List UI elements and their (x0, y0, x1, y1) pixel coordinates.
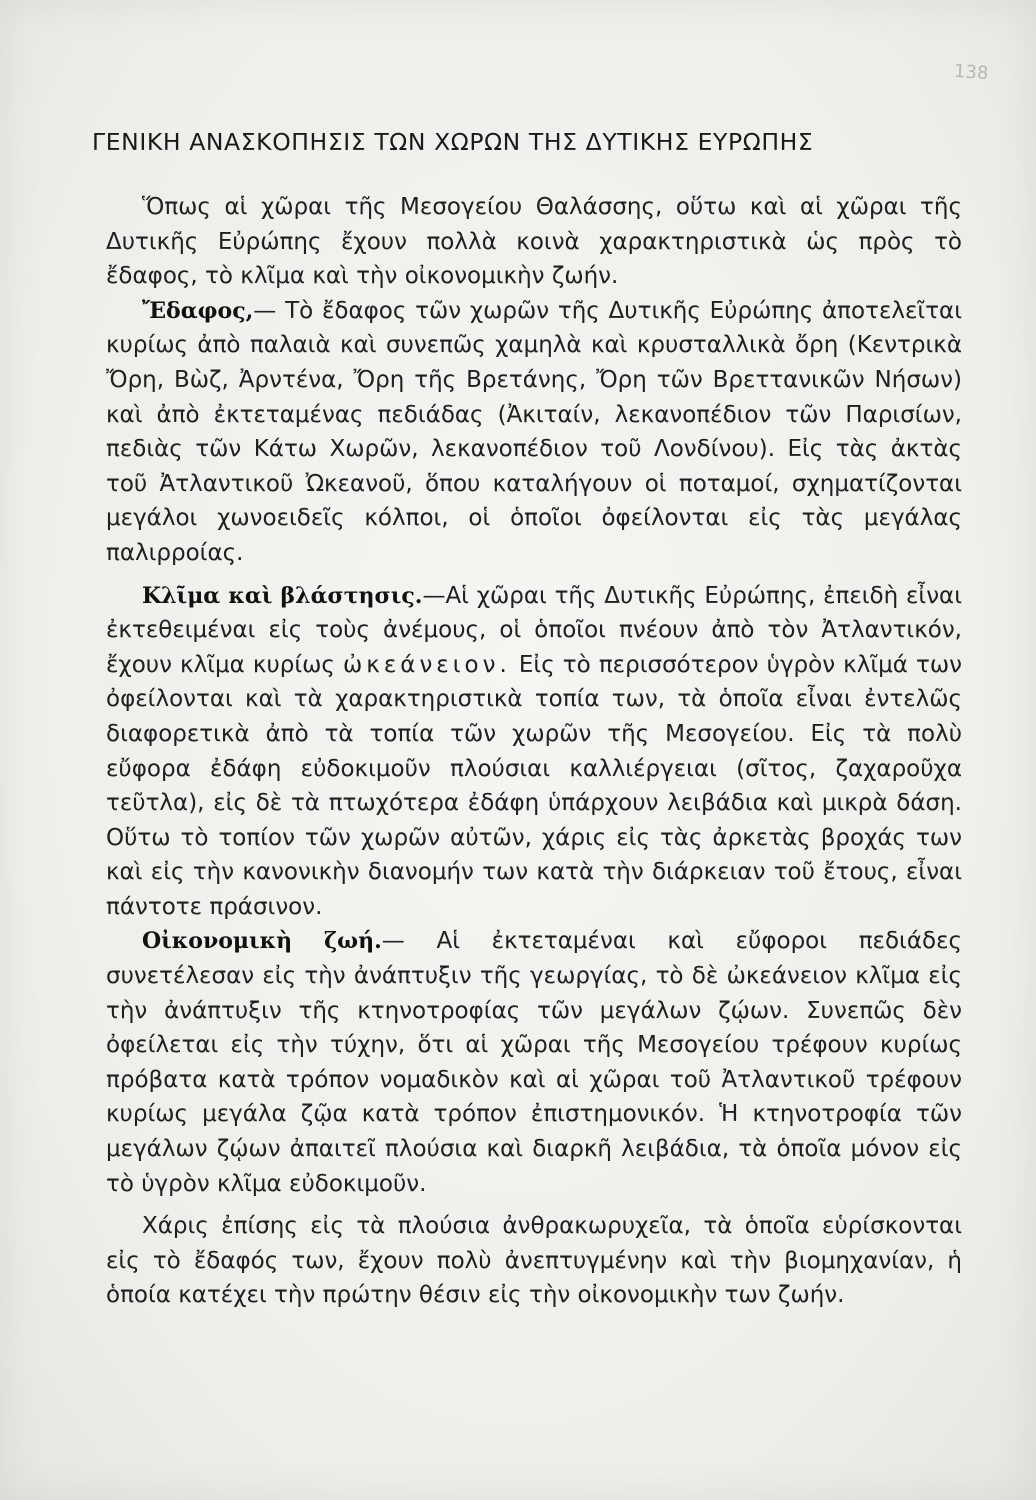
section-heading-terrain: Ἔδαφος, (142, 297, 254, 324)
section-text-climate-after: Εἰς τὸ περισσότερον ὑγρὸν κλῖμά των ὀφείλονται καὶ τὰ χαρακτηριστικὰ τοπία των, τὰ ὁποῖα εἶναι ἐντελῶς διαφορετικὰ ἀπὸ τὰ τοπία τῶν χωρῶν τῆς Μεσογείου. Εἰς τὰ πολὺ εὔφορα ἐδάφη εὐδοκιμοῦν πλούσιαι καλλιέργειαι (σῖτος, ζαχαροῦχα τεῦτλα), εἰς δὲ τὰ πτωχότερα ἐδάφη ὑπάρχουν λειβάδια καὶ μικρὰ δάση. Οὕτω τὸ τοπίον τῶν χωρῶν αὐτῶν, χάρις εἰς τὰς ἀρκετὰς βροχάς των καὶ εἰς τὴν κανονικὴν διανομήν των κατὰ τὴν διάρκειαν τοῦ ἔτους, εἶναι πάντοτε πράσινον. (106, 651, 962, 920)
section-climate (106, 579, 962, 925)
section-text-climate-before: —Αἱ χῶραι τῆς Δυτικῆς Εὐρώπης, ἐπειδὴ εἶναι ἐκτεθειμέναι εἰς τοὺς ἀνέμους, οἱ ὁποῖοι πνέουν ἀπὸ τὸν Ἀτλαντικόν, ἔχουν κλῖμα κυρίως (106, 582, 962, 678)
section-heading-economy: Οἰκονομικὴ ζωή. (142, 928, 382, 955)
page-number: 138 (952, 60, 989, 85)
section-text-climate-emphasis: ὠκεάνειον. (343, 651, 511, 678)
page-body (106, 190, 962, 1313)
section-terrain (106, 294, 962, 571)
closing-paragraph: Χάρις ἐπίσης εἰς τὰ πλούσια ἀνθρακωρυχεῖα, τὰ ὁποῖα εὑρίσκονται εἰς τὸ ἔδαφός των, ἔχουν πολὺ ἀνεπτυγμένην καὶ τὴν βιομηχανίαν, ἡ ὁποία κατέχει τὴν πρώτην θέσιν εἰς τὴν οἰκονομικὴν των ζωήν. (106, 1213, 962, 1309)
section-text-economy: — Αἱ ἐκτεταμέναι καὶ εὔφοροι πεδιάδες συνετέλεσαν εἰς τὴν ἀνάπτυξιν τῆς γεωργίας, τὸ δὲ ὠκεάνειον κλῖμα εἰς τὴν ἀνάπτυξιν τῆς κτηνοτροφίας τῶν μεγάλων ζῴων. Συνεπῶς δὲν ὀφείλεται εἰς τὴν τύχην, ὅτι αἱ χῶραι τῆς Μεσογείου τρέφουν κυρίως πρόβατα κατὰ τρόπον νομαδικὸν καὶ αἱ χῶραι τοῦ Ἀτλαντικοῦ τρέφουν κυρίως μεγάλα ζῷα κατὰ τρόπον ἐπιστημονικόν. Ἡ κτηνοτροφία τῶν μεγάλων ζῴων ἀπαιτεῖ πλούσια καὶ διαρκῆ λειβάδια, τὰ ὁποῖα μόνον εἰς τὸ ὑγρὸν κλῖμα εὐδοκιμοῦν. (106, 928, 962, 1197)
section-heading-climate: Κλῖμα καὶ βλάστησις. (142, 582, 423, 609)
intro-paragraph: Ὅπως αἱ χῶραι τῆς Μεσογείου Θαλάσσης, οὕτω καὶ αἱ χῶραι τῆς Δυτικῆς Εὐρώπης ἔχουν πολλὰ κοινὰ χαρακτηριστικὰ ὡς πρὸς τὸ ἔδαφος, τὸ κλῖμα καὶ τὴν οἰκονομικὴν ζωήν. (106, 194, 962, 290)
section-economy (106, 924, 962, 1201)
section-text-terrain: — Τὸ ἔδαφος τῶν χωρῶν τῆς Δυτικῆς Εὐρώπης ἀποτελεῖται κυρίως ἀπὸ παλαιὰ καὶ συνεπῶς χαμηλὰ καὶ κρυσταλλικὰ ὄρη (Κεντρικὰ Ὄρη, Βὼζ, Ἀρντένα, Ὄρη τῆς Βρετάνης, Ὄρη τῶν Βρεττανικῶν Νήσων) καὶ ἀπὸ ἐκτεταμένας πεδιάδας (Ἀκιταίν, λεκανοπέδιον τῶν Παρισίων, πεδιὰς τῶν Κάτω Χωρῶν, λεκανοπέδιον τοῦ Λονδίνου). Εἰς τὰς ἀκτὰς τοῦ Ἀτλαντικοῦ Ὠκεανοῦ, ὅπου καταλήγουν οἱ ποταμοί, σχηματίζονται μεγάλοι χωνοειδεῖς κόλποι, οἱ ὁποῖοι ὀφείλονται εἰς τὰς μεγάλας παλιρροίας. (106, 297, 962, 566)
page-title: ΓΕΝΙΚΗ ΑΝΑΣΚΟΠΗΣΙΣ ΤΩΝ ΧΩΡΩΝ ΤΗΣ ΔΥΤΙΚΗΣ ΕΥΡΩΠΗΣ (92, 128, 814, 156)
